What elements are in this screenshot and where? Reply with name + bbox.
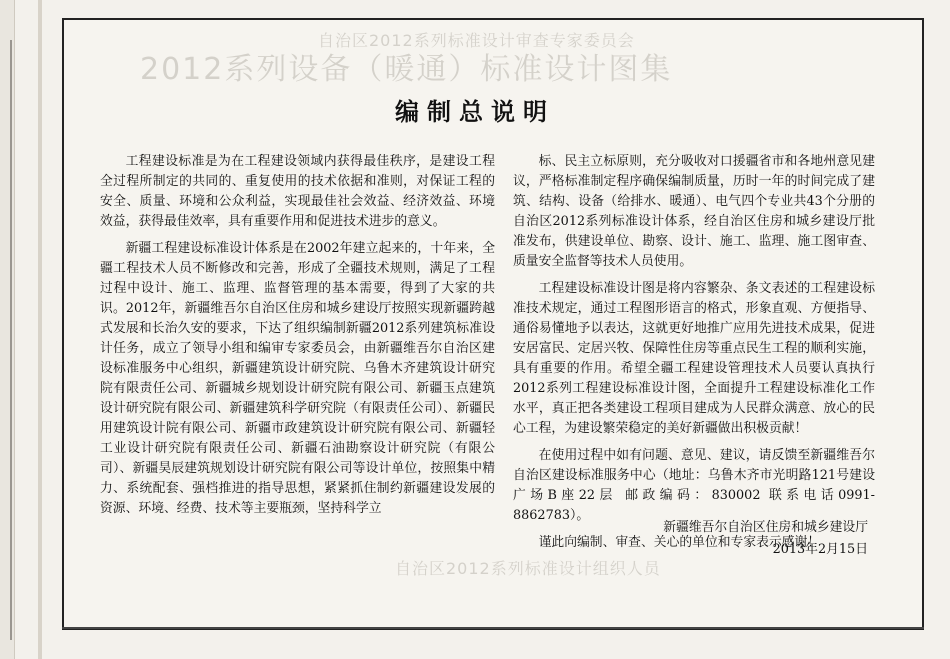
show-through-team: 自治区2012系列标准设计组织人员	[395, 559, 661, 578]
page-title: 编制总说明	[395, 98, 555, 126]
paragraph: 标、民主立标原则，充分吸收对口援疆省市和各地州意见建议，严格标准制定程序确保编制质量，历时一年的时间完成了建筑、结构、设备（给排水、暖通）、电气四个专业共43个分册的自治区2012系列标准设计体系，经自治区住房和城乡建设厅批准发布，供建设单位、勘察、设计、施工、监理、施工图审查、质量安全监督等技术人员使用。	[513, 154, 875, 269]
issuing-organization: 新疆维吾尔自治区住房和城乡建设厅	[663, 520, 868, 535]
paragraph: 在使用过程中如有问题、意见、建议，请反馈至新疆维吾尔自治区建设标准服务中心（地址：乌鲁木齐市光明路121号建设广场B座22层 邮政编码：830002 联系电话0991-8862783）。	[513, 448, 875, 523]
left-column	[100, 152, 495, 526]
paragraph: 工程建设标准是为在工程建设领域内获得最佳秩序，是建设工程全过程所制定的共同的、重复使用的技术依据和准则，对保证工程的安全、质量、环境和公众利益，实现最佳社会效益、经济效益、环境效益，获得最佳效率，具有重要作用和促进技术进步的意义。	[100, 154, 495, 229]
bottom-rule	[62, 627, 924, 629]
right-column	[513, 152, 875, 560]
show-through-series-title: 2012系列设备（暖通）标准设计图集	[140, 52, 673, 87]
issue-date: 2013年2月15日	[772, 542, 868, 557]
paragraph: 工程建设标准设计图是将内容繁杂、条文表述的工程建设标准技术规定，通过工程图形语言的格式，形象直观、方便指导、通俗易懂地予以表达，这就更好地推广应用先进技术成果，促进安居富民、定居兴牧、保障性住房等重点民生工程的顺利实施，具有重要的作用。希望全疆工程建设管理技术人员要认真执行2012系列工程建设标准设计图，全面提升工程建设标准化工作水平，真正把各类建设工程项目建成为人民群众满意、放心的民心工程，为建设繁荣稳定的美好新疆做出积极贡献！	[513, 281, 875, 436]
paragraph: 新疆工程建设标准设计体系是在2002年建立起来的，十年来，全疆工程技术人员不断修改和完善，形成了全疆技术规则，满足了工程过程中设计、施工、监理、监督管理的基本需要，得到了大家的共识。2012年，新疆维吾尔自治区住房和城乡建设厅按照实现新疆跨越式发展和长治久安的要求，下达了组织编制新疆2012系列建筑标准设计任务，成立了领导小组和编审专家委员会，由新疆维吾尔自治区建设标准服务中心组织，新疆建筑设计研究院、乌鲁木齐建筑设计研究院有限责任公司、新疆城乡规划设计研究院有限公司、新疆玉点建筑设计研究院有限公司、新疆建筑科学研究院（有限责任公司）、新疆民用建筑设计院有限公司、新疆市政建筑设计研究院有限公司、新疆轻工业设计研究院有限责任公司、新疆石油勘察设计研究院（有限公司）、新疆昊辰建筑规划设计研究院有限公司等设计单位，按照集中精力、系统配套、强档推进的指导思想，紧紧抓住制约新疆建设发展的资源、环境、经费、技术等主要瓶颈，坚持科学立	[100, 241, 495, 516]
show-through-committee: 自治区2012系列标准设计审查专家委员会	[318, 31, 635, 50]
paragraph: 谨此向编制、审查、关心的单位和专家表示感谢！	[538, 535, 821, 550]
binding-line	[10, 40, 12, 640]
